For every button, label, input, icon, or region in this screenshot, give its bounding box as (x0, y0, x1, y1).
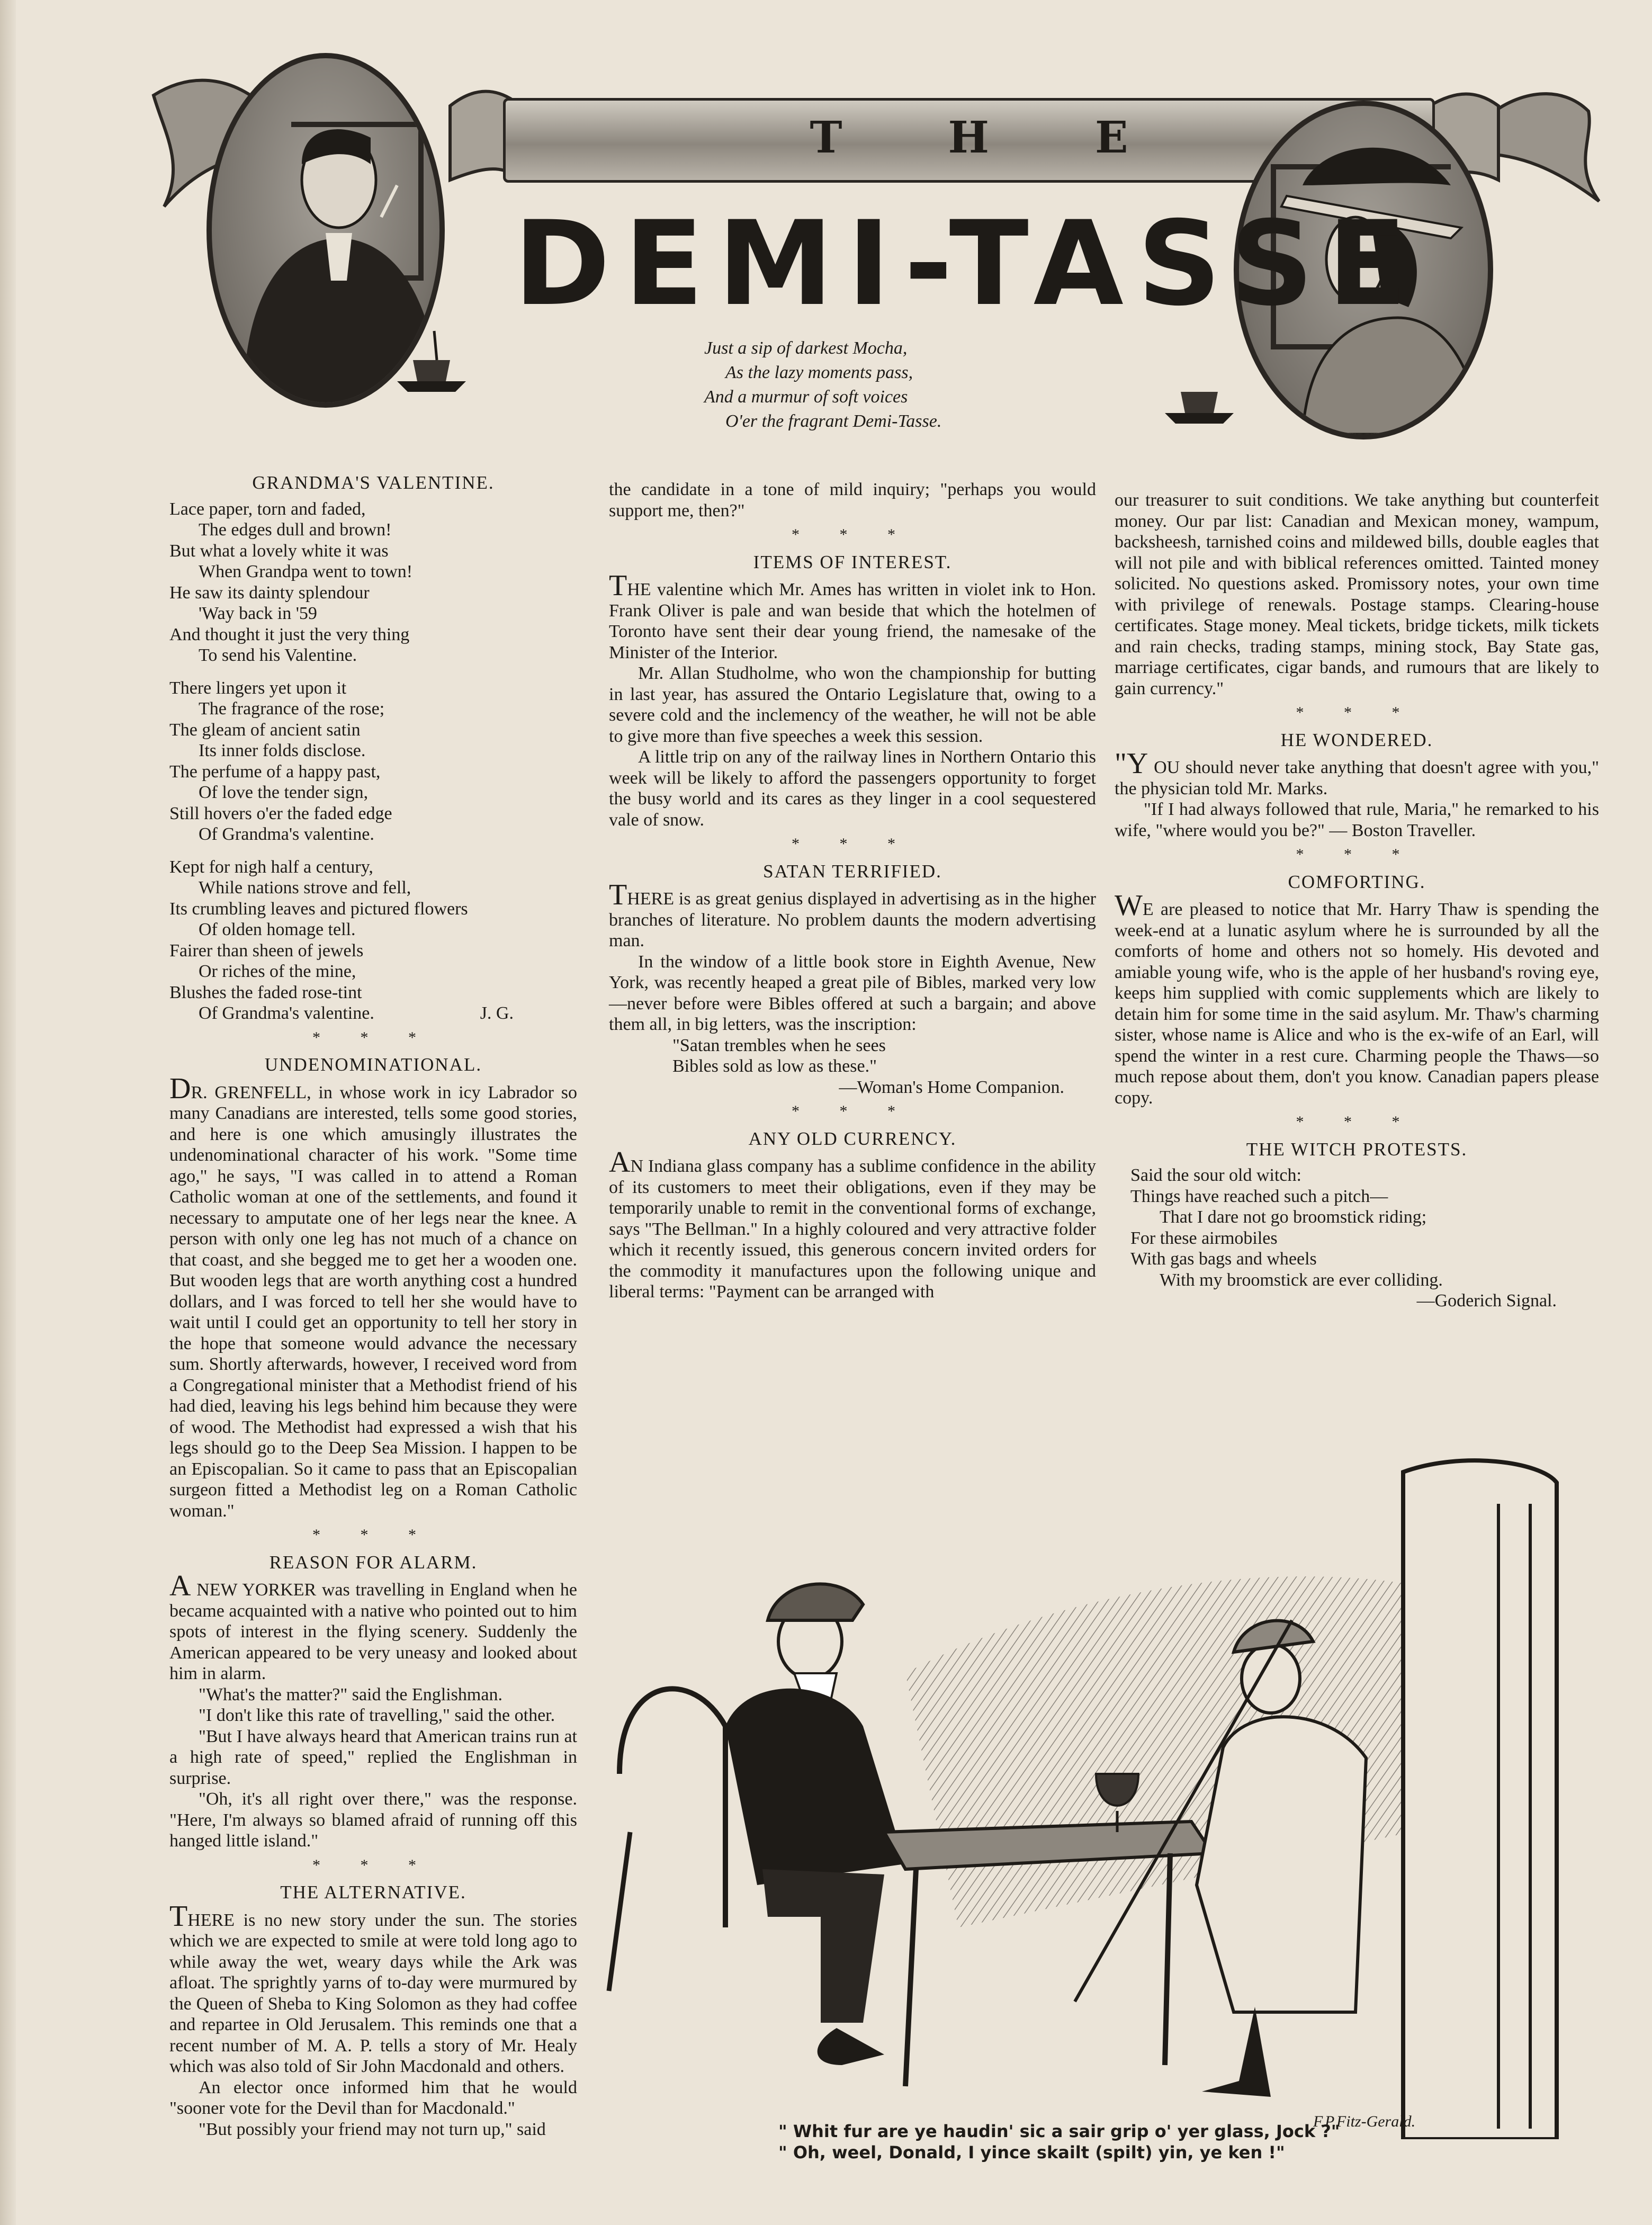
article-currency (609, 1146, 1096, 1303)
article-items (609, 569, 1096, 663)
poem-line: Blushes the faded rose-tint (169, 982, 362, 1002)
article-paragraph: "But possibly your friend may not turn up," said (199, 2119, 546, 2139)
poem-line (169, 1003, 577, 1024)
poem-line: The gleam of ancient satin (169, 720, 361, 740)
poem-line: Of love the tender sign, (199, 783, 369, 802)
article-text: HERE is as great genius displayed in advertising as in the higher branches of literature. No problem daunts the modern advertising man. (609, 889, 1096, 950)
source-attribution: —Goderich Signal. (1416, 1291, 1557, 1311)
heading-undenominational: UNDENOMINATIONAL. (264, 1054, 482, 1075)
epigraph-line: O'er the fragrant Demi-Tasse. (725, 411, 942, 431)
poem-line: While nations strove and fell, (199, 878, 411, 898)
article-paragraph: "But I have always heard that American trains run at a high rate of speed," replied the Englishman in surprise. (169, 1726, 577, 1788)
separator: * * * (792, 526, 913, 543)
column-2 (609, 479, 1096, 1303)
coffee-cup-right (1154, 360, 1260, 434)
article-paragraph: "What's the matter?" said the Englishman. (199, 1684, 502, 1704)
separator: * * * (312, 1856, 434, 1874)
article-paragraph: A little trip on any of the railway lines in Northern Ontario this week will be likely to afford the passengers opportunity to forget the busy world and its cares as they linger in a cool sequestered vale of snow. (609, 747, 1096, 830)
article-satan (609, 878, 1096, 952)
poem-line: Of olden homage tell. (199, 920, 356, 939)
caption-line: " Whit fur are ye haudin' sic a sair grip o' yer glass, Jock ?" (778, 2121, 1340, 2141)
separator: * * * (792, 835, 913, 853)
article-paragraph: "If I had always followed that rule, Maria," he remarked to his wife, "where would you be?" — Boston Traveller. (1115, 800, 1599, 840)
poem-line: Its crumbling leaves and pictured flowers (169, 899, 468, 919)
separator: * * * (312, 1028, 434, 1046)
poem-stanza (169, 857, 577, 1024)
poem-line: That I dare not go broomstick riding; (1160, 1207, 1427, 1227)
poem-line: Or riches of the mine, (199, 962, 356, 981)
poem-stanza (169, 678, 577, 845)
poem-line: Things have reached such a pitch— (1130, 1186, 1388, 1206)
separator: * * * (1296, 704, 1418, 721)
cartoon-drawing (588, 1451, 1615, 2139)
article-text: HERE is no new story under the sun. The stories which we are expected to smile at were told long ago to while away the wet, weary days while the Ark was afloat. The sprightly yarns of to-day were murmured by the Queen of Sheba to King Solomon as they had coffee and repartee in Old Jerusalem. This reminds one that a recent number of M. A. P. tells a story of Mr. Healy which was also told of Sir John Macdonald and others. (169, 1910, 577, 2076)
drop-cap: A (169, 1569, 191, 1602)
masthead (132, 48, 1610, 477)
poem-line: Said the sour old witch: (1130, 1165, 1301, 1185)
column-3 (1115, 490, 1599, 1312)
coffee-cup-left (387, 328, 492, 402)
valentine-poem (169, 499, 577, 1024)
poem-line-text: Of Grandma's valentine. (199, 1003, 374, 1023)
poem-line: Fairer than sheen of jewels (169, 940, 364, 961)
drop-cap: "Y (1115, 747, 1148, 780)
poem-line: Still hovers o'er the faded edge (169, 803, 392, 823)
banner-the: THE (810, 112, 1234, 163)
poem-line: He saw its dainty splendour (169, 582, 370, 603)
article-text: HE valentine which Mr. Ames has written in violet ink to Hon. Frank Oliver is pale and wan beside that which the hotelmen of Toronto have sent their dear young friend, the namesake of the Minister of the Interior. (609, 580, 1096, 662)
article-comforting (1115, 889, 1599, 1108)
article-paragraph: Mr. Allan Studholme, who won the championship for butting in last year, has assured the Ontario Legislature that, owing to a severe cold and the inclemency of the weather, he will not be able to give more than five speeches a week this session. (609, 663, 1096, 746)
poem-line: And thought it just the very thing (169, 624, 410, 644)
heading-any-old-currency: ANY OLD CURRENCY. (748, 1128, 957, 1149)
epigraph (704, 336, 941, 434)
cartoon-caption (778, 2121, 1340, 2163)
article-alarm (169, 1569, 577, 1684)
source-attribution: —Woman's Home Companion. (839, 1077, 1064, 1097)
poem-line: Kept for nigh half a century, (169, 857, 373, 877)
article-alternative (169, 1899, 577, 2077)
article-paragraph: "Oh, it's all right over there," was the response. "Here, I'm always so blamed afraid of running off this hanged little island." (169, 1789, 577, 1851)
poem-line: The perfume of a happy past, (169, 761, 381, 782)
poem-line: For these airmobiles (1130, 1228, 1278, 1248)
epigraph-line: And a murmur of soft voices (704, 387, 908, 407)
heading-comforting: COMFORTING. (1288, 871, 1426, 892)
inscription-quote (609, 1035, 1096, 1077)
poem-line: When Grandpa went to town! (199, 562, 413, 581)
poem-line: With my broomstick are ever colliding. (1160, 1270, 1443, 1290)
epigraph-line: Just a sip of darkest Mocha, (704, 338, 908, 358)
masthead-title: DEMI-TASSE (514, 196, 1421, 331)
heading-the-alternative: THE ALTERNATIVE. (280, 1882, 466, 1903)
poem-stanza (169, 499, 577, 666)
drop-cap: W (1115, 889, 1143, 922)
poem-line: But what a lovely white it was (169, 541, 389, 561)
artist-signature: F.P.Fitz-Gerald. (1313, 2113, 1416, 2130)
article-undenominational (169, 1072, 577, 1522)
heading-he-wondered: HE WONDERED. (1280, 729, 1433, 750)
witch-poem (1115, 1165, 1599, 1290)
drop-cap: A (609, 1146, 631, 1179)
quote-line: "Satan trembles when he sees (672, 1035, 886, 1055)
heading-satan-terrified: SATAN TERRIFIED. (763, 860, 942, 882)
separator: * * * (312, 1526, 434, 1544)
page-edge (0, 0, 16, 2225)
poem-line: With gas bags and wheels (1130, 1249, 1317, 1269)
article-paragraph: "I don't like this rate of travelling," said the other. (199, 1706, 555, 1725)
drop-cap: D (169, 1072, 191, 1105)
caption-line: " Oh, weel, Donald, I yince skailt (spilt) yin, ye ken !" (778, 2142, 1285, 2163)
epigraph-line: As the lazy moments pass, (725, 363, 913, 382)
column-1 (169, 466, 577, 2140)
heading-grandmas-valentine: GRANDMA'S VALENTINE. (252, 472, 495, 493)
poem-line: The edges dull and brown! (199, 520, 392, 540)
drop-cap: T (609, 878, 627, 911)
article-continuation: the candidate in a tone of mild inquiry; "perhaps you would support me, then?" (609, 480, 1096, 521)
article-continuation: our treasurer to suit conditions. We take anything but counterfeit money. Our par list: Canadian and Mexican money, wampum, backsheesh, tarnished coins and mildewed bills, double eagles that will not pile and with biblical references omitted. Tainted money solicited. No questions asked. Promissory notes, your own time with privilege of renewals. Postage stamps. Clearing-house certificates. Stage money. Meal tickets, bridge tickets, milk tickets and rain checks, trading stamps, mining stock, Bay State gas, marriage certificates, cigar bands, and rumours that are likely to gain currency." (1115, 490, 1599, 698)
article-text: OU should never take anything that doesn't agree with you," the physician told Mr. Marks. (1115, 758, 1599, 799)
poem-initials: J. G. (480, 1003, 514, 1023)
poem-line: Lace paper, torn and faded, (169, 499, 366, 519)
cartoon-illustration (588, 1451, 1615, 2139)
poem-line: Of Grandma's valentine. (199, 824, 374, 844)
article-text: R. GRENFELL, in whose work in icy Labrador so many Canadians are interested, tells some good stories, and here is one which amusingly illustrates the undenominational character of his work. "Some time ago," he says, "I was called in to attend a Roman Catholic woman at one of the settlements, and found it necessary to amputate one of her legs near the knee. A person with only one leg has not much of a chance on that coast, and she begged me to get her a wooden one. But wooden legs that are worth anything cost a hundred dollars, and I was forced to tell her she would have to wait until I could get an opportunity to tell her story in the hope that someone would advance the necessary sum. Shortly afterwards, however, I received word from a Congregational minister that a Methodist friend of his had died, leaving his legs behind him because they were of wood. The Methodist had expressed a wish that his legs should go to the Deep Sea Mission. I happen to be an Episcopalian. So it came to pass that an Episcopalian surgeon fitted a Methodist leg on a Roman Catholic woman." (169, 1082, 577, 1521)
heading-witch-protests: THE WITCH PROTESTS. (1246, 1138, 1468, 1160)
drop-cap: T (609, 569, 627, 602)
article-text: N Indiana glass company has a sublime confidence in the ability of its customers to meet their obligations, even if they may be temporarily unable to remit in the conventional forms of exchange, says "The Bellman." In a highly coloured and very attractive folder which it recently issued, this generous concern invited orders for the commodity it manufactures upon the following unique and liberal terms: "Payment can be arranged with (609, 1156, 1096, 1302)
article-text: E are pleased to notice that Mr. Harry Thaw is spending the week-end at a lunatic asylum where he is surrounded by all the comforts of home and others not so homely. His devoted and amiable young wife, who is the apple of her husband's roving eye, keeps him supplied with comic supplements which are likely to detain him for some time in the said asylum. Mr. Thaw's charming sister, whose name is Alice and who is the ex-wife of an Earl, will spend the winter in a rest cure. Charming people the Thaws—so much repose about them, don't you know. Canadian papers please copy. (1115, 900, 1599, 1108)
separator: * * * (1296, 846, 1418, 863)
poem-line: There lingers yet upon it (169, 678, 347, 698)
poem-line: The fragrance of the rose; (199, 699, 385, 719)
article-paragraph: In the window of a little book store in Eighth Avenue, New York, was recently heaped a great pile of Bibles, marked very low—never before were Bibles offered at such a bargain; and above them all, in big letters, was the inscription: (609, 952, 1096, 1034)
poem-line: To send his Valentine. (199, 645, 357, 665)
article-paragraph: An elector once informed him that he would "sooner vote for the Devil than for Macdonald." (169, 2077, 577, 2118)
poem-line: Its inner folds disclose. (199, 741, 366, 760)
article-text: NEW YORKER was travelling in England when he became acquainted with a native who pointed out to him spots of interest in the flying scenery. Suddenly the American appeared to be very uneasy and looked about him in alarm. (169, 1580, 577, 1683)
separator: * * * (1296, 1113, 1418, 1131)
heading-items-of-interest: ITEMS OF INTEREST. (753, 551, 952, 572)
article-wondered (1115, 747, 1599, 799)
separator: * * * (792, 1102, 913, 1120)
heading-reason-for-alarm: REASON FOR ALARM. (269, 1551, 478, 1573)
poem-line: 'Way back in '59 (199, 604, 317, 623)
quote-line: Bibles sold as low as these." (672, 1056, 877, 1076)
drop-cap: T (169, 1899, 188, 1933)
